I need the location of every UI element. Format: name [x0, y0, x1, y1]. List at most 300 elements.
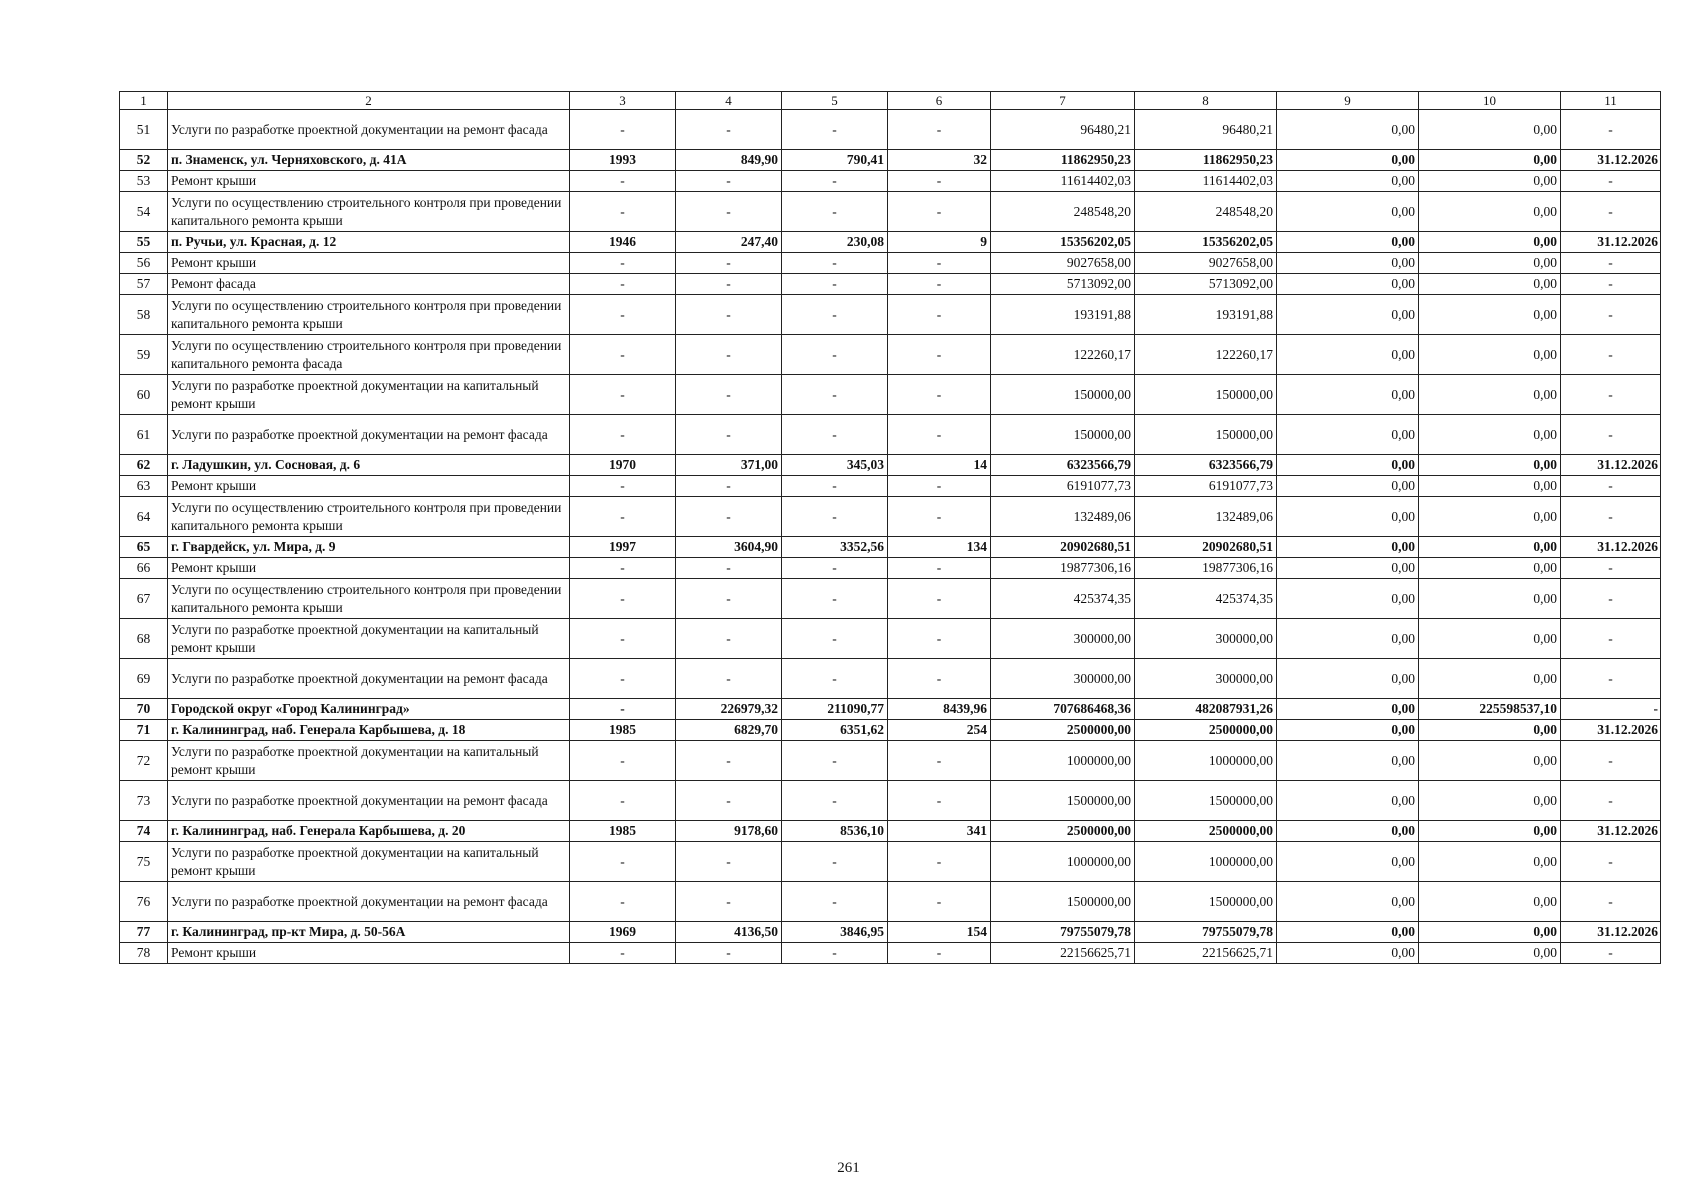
description-cell: Услуги по осуществлению строительного контроля при проведении капитального ремонта крыши	[168, 295, 570, 335]
cost-fund-cell: 122260,17	[1135, 335, 1277, 375]
deadline-cell: 31.12.2026	[1561, 455, 1661, 476]
table-row	[120, 253, 1661, 274]
cost-owners-cell: 0,00	[1419, 295, 1561, 335]
cost-fund-cell: 5713092,00	[1135, 274, 1277, 295]
header-cell-1: 1	[120, 92, 168, 110]
residents-cell: -	[888, 110, 991, 150]
cost-fund-cell: 482087931,26	[1135, 699, 1277, 720]
cost-budget-cell: 0,00	[1277, 882, 1419, 922]
cost-owners-cell: 0,00	[1419, 476, 1561, 497]
area-total-cell: -	[676, 110, 782, 150]
residents-cell: -	[888, 274, 991, 295]
cost-fund-cell: 193191,88	[1135, 295, 1277, 335]
row-number-cell: 53	[120, 171, 168, 192]
area-total-cell: -	[676, 253, 782, 274]
row-number-cell: 58	[120, 295, 168, 335]
cost-owners-cell: 0,00	[1419, 720, 1561, 741]
year-cell: -	[570, 619, 676, 659]
deadline-cell: -	[1561, 110, 1661, 150]
table-row	[120, 537, 1661, 558]
area-living-cell: -	[782, 497, 888, 537]
area-total-cell: 9178,60	[676, 821, 782, 842]
cost-fund-cell: 20902680,51	[1135, 537, 1277, 558]
residents-cell: -	[888, 192, 991, 232]
deadline-cell: 31.12.2026	[1561, 821, 1661, 842]
cost-owners-cell: 0,00	[1419, 171, 1561, 192]
table-row	[120, 659, 1661, 699]
cost-fund-cell: 248548,20	[1135, 192, 1277, 232]
residents-cell: -	[888, 295, 991, 335]
area-living-cell: 230,08	[782, 232, 888, 253]
area-living-cell: 6351,62	[782, 720, 888, 741]
table-row	[120, 192, 1661, 232]
cost-fund-cell: 22156625,71	[1135, 943, 1277, 964]
cost-budget-cell: 0,00	[1277, 335, 1419, 375]
residents-cell: -	[888, 171, 991, 192]
description-cell: Услуги по разработке проектной документации на ремонт фасада	[168, 781, 570, 821]
cost-fund-cell: 11862950,23	[1135, 150, 1277, 171]
header-row	[120, 92, 1661, 110]
cost-fund-cell: 1500000,00	[1135, 781, 1277, 821]
year-cell: -	[570, 558, 676, 579]
page-number: 261	[837, 1160, 860, 1176]
cost-owners-cell: 0,00	[1419, 659, 1561, 699]
deadline-cell: -	[1561, 192, 1661, 232]
cost-owners-cell: 0,00	[1419, 781, 1561, 821]
cost-budget-cell: 0,00	[1277, 558, 1419, 579]
cost-fund-cell: 132489,06	[1135, 497, 1277, 537]
residents-cell: -	[888, 497, 991, 537]
row-number-cell: 67	[120, 579, 168, 619]
deadline-cell: -	[1561, 579, 1661, 619]
cost-fund-cell: 11614402,03	[1135, 171, 1277, 192]
cost-total-cell: 2500000,00	[991, 720, 1135, 741]
residents-cell: -	[888, 335, 991, 375]
deadline-cell: -	[1561, 375, 1661, 415]
residents-cell: 32	[888, 150, 991, 171]
deadline-cell: -	[1561, 741, 1661, 781]
cost-budget-cell: 0,00	[1277, 741, 1419, 781]
header-cell-5: 5	[782, 92, 888, 110]
cost-fund-cell: 150000,00	[1135, 415, 1277, 455]
table-row	[120, 476, 1661, 497]
area-total-cell: 247,40	[676, 232, 782, 253]
area-total-cell: -	[676, 375, 782, 415]
description-cell: Ремонт фасада	[168, 274, 570, 295]
residents-cell: -	[888, 659, 991, 699]
cost-budget-cell: 0,00	[1277, 455, 1419, 476]
year-cell: 1985	[570, 821, 676, 842]
area-total-cell: 226979,32	[676, 699, 782, 720]
cost-total-cell: 132489,06	[991, 497, 1135, 537]
cost-budget-cell: 0,00	[1277, 943, 1419, 964]
area-total-cell: -	[676, 842, 782, 882]
cost-fund-cell: 1500000,00	[1135, 882, 1277, 922]
table-row	[120, 579, 1661, 619]
cost-budget-cell: 0,00	[1277, 476, 1419, 497]
deadline-cell: -	[1561, 274, 1661, 295]
area-total-cell: 3604,90	[676, 537, 782, 558]
year-cell: -	[570, 415, 676, 455]
year-cell: -	[570, 476, 676, 497]
year-cell: 1969	[570, 922, 676, 943]
cost-budget-cell: 0,00	[1277, 619, 1419, 659]
table-row	[120, 558, 1661, 579]
residents-cell: -	[888, 781, 991, 821]
table-row	[120, 415, 1661, 455]
table-row	[120, 497, 1661, 537]
area-total-cell: -	[676, 659, 782, 699]
area-living-cell: -	[782, 295, 888, 335]
cost-total-cell: 2500000,00	[991, 821, 1135, 842]
deadline-cell: -	[1561, 842, 1661, 882]
cost-owners-cell: 0,00	[1419, 842, 1561, 882]
deadline-cell: -	[1561, 699, 1661, 720]
row-number-cell: 77	[120, 922, 168, 943]
cost-budget-cell: 0,00	[1277, 150, 1419, 171]
cost-budget-cell: 0,00	[1277, 659, 1419, 699]
cost-total-cell: 193191,88	[991, 295, 1135, 335]
year-cell: -	[570, 295, 676, 335]
cost-total-cell: 22156625,71	[991, 943, 1135, 964]
year-cell: -	[570, 699, 676, 720]
cost-budget-cell: 0,00	[1277, 579, 1419, 619]
cost-total-cell: 300000,00	[991, 619, 1135, 659]
area-living-cell: -	[782, 375, 888, 415]
area-total-cell: -	[676, 335, 782, 375]
row-number-cell: 68	[120, 619, 168, 659]
cost-owners-cell: 0,00	[1419, 579, 1561, 619]
deadline-cell: -	[1561, 476, 1661, 497]
deadline-cell: -	[1561, 171, 1661, 192]
cost-owners-cell: 0,00	[1419, 110, 1561, 150]
residents-cell: 341	[888, 821, 991, 842]
cost-total-cell: 300000,00	[991, 659, 1135, 699]
area-total-cell: -	[676, 171, 782, 192]
deadline-cell: -	[1561, 253, 1661, 274]
residents-cell: 254	[888, 720, 991, 741]
cost-owners-cell: 0,00	[1419, 497, 1561, 537]
area-living-cell: -	[782, 558, 888, 579]
area-total-cell: -	[676, 558, 782, 579]
cost-owners-cell: 0,00	[1419, 455, 1561, 476]
cost-budget-cell: 0,00	[1277, 922, 1419, 943]
cost-budget-cell: 0,00	[1277, 497, 1419, 537]
area-living-cell: -	[782, 110, 888, 150]
description-cell: г. Калининград, пр-кт Мира, д. 50-56А	[168, 922, 570, 943]
residents-cell: -	[888, 253, 991, 274]
residents-cell: -	[888, 943, 991, 964]
cost-total-cell: 425374,35	[991, 579, 1135, 619]
cost-fund-cell: 6323566,79	[1135, 455, 1277, 476]
table-row	[120, 781, 1661, 821]
residents-cell: -	[888, 882, 991, 922]
deadline-cell: -	[1561, 335, 1661, 375]
residents-cell: -	[888, 579, 991, 619]
year-cell: -	[570, 110, 676, 150]
cost-total-cell: 1500000,00	[991, 781, 1135, 821]
year-cell: -	[570, 741, 676, 781]
area-total-cell: -	[676, 882, 782, 922]
area-total-cell: 371,00	[676, 455, 782, 476]
residents-cell: -	[888, 842, 991, 882]
cost-budget-cell: 0,00	[1277, 821, 1419, 842]
area-total-cell: -	[676, 619, 782, 659]
area-living-cell: 790,41	[782, 150, 888, 171]
cost-owners-cell: 0,00	[1419, 335, 1561, 375]
header-cell-4: 4	[676, 92, 782, 110]
header-cell-11: 11	[1561, 92, 1661, 110]
year-cell: 1993	[570, 150, 676, 171]
year-cell: -	[570, 781, 676, 821]
cost-total-cell: 150000,00	[991, 415, 1135, 455]
cost-total-cell: 96480,21	[991, 110, 1135, 150]
cost-owners-cell: 0,00	[1419, 274, 1561, 295]
residents-cell: -	[888, 476, 991, 497]
residents-cell: -	[888, 415, 991, 455]
cost-fund-cell: 150000,00	[1135, 375, 1277, 415]
cost-fund-cell: 1000000,00	[1135, 741, 1277, 781]
table-row	[120, 922, 1661, 943]
cost-owners-cell: 0,00	[1419, 232, 1561, 253]
cost-budget-cell: 0,00	[1277, 192, 1419, 232]
cost-total-cell: 15356202,05	[991, 232, 1135, 253]
year-cell: -	[570, 375, 676, 415]
description-cell: Услуги по разработке проектной документации на капитальный ремонт крыши	[168, 741, 570, 781]
cost-owners-cell: 0,00	[1419, 619, 1561, 659]
deadline-cell: 31.12.2026	[1561, 537, 1661, 558]
area-total-cell: 849,90	[676, 150, 782, 171]
description-cell: Ремонт крыши	[168, 476, 570, 497]
row-number-cell: 61	[120, 415, 168, 455]
deadline-cell: -	[1561, 619, 1661, 659]
cost-total-cell: 19877306,16	[991, 558, 1135, 579]
deadline-cell: -	[1561, 558, 1661, 579]
description-cell: Услуги по осуществлению строительного контроля при проведении капитального ремонта крыши	[168, 579, 570, 619]
row-number-cell: 64	[120, 497, 168, 537]
year-cell: -	[570, 171, 676, 192]
area-total-cell: -	[676, 476, 782, 497]
description-cell: Ремонт крыши	[168, 253, 570, 274]
year-cell: -	[570, 335, 676, 375]
table-row	[120, 720, 1661, 741]
cost-budget-cell: 0,00	[1277, 232, 1419, 253]
cost-owners-cell: 0,00	[1419, 375, 1561, 415]
area-living-cell: -	[782, 619, 888, 659]
cost-owners-cell: 0,00	[1419, 192, 1561, 232]
description-cell: п. Ручьи, ул. Красная, д. 12	[168, 232, 570, 253]
year-cell: 1985	[570, 720, 676, 741]
area-living-cell: -	[782, 741, 888, 781]
row-number-cell: 60	[120, 375, 168, 415]
description-cell: г. Калининград, наб. Генерала Карбышева, д. 18	[168, 720, 570, 741]
description-cell: г. Ладушкин, ул. Сосновая, д. 6	[168, 455, 570, 476]
table-body	[120, 92, 1661, 964]
area-living-cell: -	[782, 781, 888, 821]
area-total-cell: 4136,50	[676, 922, 782, 943]
area-living-cell: -	[782, 335, 888, 375]
deadline-cell: -	[1561, 882, 1661, 922]
cost-total-cell: 1000000,00	[991, 741, 1135, 781]
description-cell: Услуги по разработке проектной документации на капитальный ремонт крыши	[168, 619, 570, 659]
table-row	[120, 842, 1661, 882]
area-living-cell: -	[782, 192, 888, 232]
deadline-cell: -	[1561, 497, 1661, 537]
row-number-cell: 76	[120, 882, 168, 922]
cost-fund-cell: 425374,35	[1135, 579, 1277, 619]
year-cell: 1946	[570, 232, 676, 253]
description-cell: Ремонт крыши	[168, 558, 570, 579]
area-living-cell: 211090,77	[782, 699, 888, 720]
cost-owners-cell: 0,00	[1419, 741, 1561, 781]
row-number-cell: 72	[120, 741, 168, 781]
table-row	[120, 699, 1661, 720]
residents-cell: -	[888, 741, 991, 781]
description-cell: Услуги по разработке проектной документации на ремонт фасада	[168, 659, 570, 699]
area-living-cell: -	[782, 253, 888, 274]
description-cell: Услуги по осуществлению строительного контроля при проведении капитального ремонта крыши	[168, 497, 570, 537]
residents-cell: 14	[888, 455, 991, 476]
data-table	[119, 91, 1661, 964]
year-cell: -	[570, 497, 676, 537]
table-row	[120, 741, 1661, 781]
cost-total-cell: 1000000,00	[991, 842, 1135, 882]
row-number-cell: 65	[120, 537, 168, 558]
cost-budget-cell: 0,00	[1277, 253, 1419, 274]
residents-cell: 154	[888, 922, 991, 943]
area-living-cell: 3352,56	[782, 537, 888, 558]
residents-cell: 8439,96	[888, 699, 991, 720]
deadline-cell: 31.12.2026	[1561, 232, 1661, 253]
description-cell: п. Знаменск, ул. Черняховского, д. 41А	[168, 150, 570, 171]
row-number-cell: 69	[120, 659, 168, 699]
area-living-cell: -	[782, 842, 888, 882]
row-number-cell: 52	[120, 150, 168, 171]
header-cell-3: 3	[570, 92, 676, 110]
row-number-cell: 78	[120, 943, 168, 964]
cost-fund-cell: 15356202,05	[1135, 232, 1277, 253]
row-number-cell: 51	[120, 110, 168, 150]
deadline-cell: 31.12.2026	[1561, 150, 1661, 171]
year-cell: -	[570, 192, 676, 232]
header-cell-6: 6	[888, 92, 991, 110]
residents-cell: -	[888, 558, 991, 579]
year-cell: -	[570, 882, 676, 922]
description-cell: г. Гвардейск, ул. Мира, д. 9	[168, 537, 570, 558]
description-cell: Услуги по осуществлению строительного контроля при проведении капитального ремонта фасада	[168, 335, 570, 375]
cost-budget-cell: 0,00	[1277, 295, 1419, 335]
year-cell: -	[570, 659, 676, 699]
table-row	[120, 171, 1661, 192]
cost-total-cell: 5713092,00	[991, 274, 1135, 295]
cost-budget-cell: 0,00	[1277, 781, 1419, 821]
cost-total-cell: 707686468,36	[991, 699, 1135, 720]
cost-total-cell: 1500000,00	[991, 882, 1135, 922]
cost-budget-cell: 0,00	[1277, 274, 1419, 295]
area-total-cell: -	[676, 579, 782, 619]
year-cell: -	[570, 579, 676, 619]
area-total-cell: -	[676, 943, 782, 964]
area-total-cell: -	[676, 192, 782, 232]
cost-total-cell: 150000,00	[991, 375, 1135, 415]
cost-fund-cell: 9027658,00	[1135, 253, 1277, 274]
row-number-cell: 63	[120, 476, 168, 497]
deadline-cell: -	[1561, 659, 1661, 699]
description-cell: г. Калининград, наб. Генерала Карбышева, д. 20	[168, 821, 570, 842]
table-row	[120, 274, 1661, 295]
cost-total-cell: 11614402,03	[991, 171, 1135, 192]
cost-fund-cell: 300000,00	[1135, 619, 1277, 659]
cost-owners-cell: 0,00	[1419, 253, 1561, 274]
row-number-cell: 59	[120, 335, 168, 375]
cost-total-cell: 6323566,79	[991, 455, 1135, 476]
cost-budget-cell: 0,00	[1277, 110, 1419, 150]
description-cell: Услуги по разработке проектной документации на капитальный ремонт крыши	[168, 375, 570, 415]
area-living-cell: -	[782, 274, 888, 295]
description-cell: Ремонт крыши	[168, 943, 570, 964]
residents-cell: -	[888, 619, 991, 659]
cost-owners-cell: 0,00	[1419, 558, 1561, 579]
description-cell: Услуги по разработке проектной документации на капитальный ремонт крыши	[168, 842, 570, 882]
residents-cell: 9	[888, 232, 991, 253]
cost-owners-cell: 0,00	[1419, 943, 1561, 964]
cost-budget-cell: 0,00	[1277, 720, 1419, 741]
area-living-cell: -	[782, 882, 888, 922]
cost-total-cell: 122260,17	[991, 335, 1135, 375]
deadline-cell: -	[1561, 943, 1661, 964]
row-number-cell: 62	[120, 455, 168, 476]
row-number-cell: 73	[120, 781, 168, 821]
table-row	[120, 375, 1661, 415]
deadline-cell: -	[1561, 415, 1661, 455]
description-cell: Услуги по разработке проектной документации на ремонт фасада	[168, 415, 570, 455]
cost-budget-cell: 0,00	[1277, 842, 1419, 882]
cost-total-cell: 6191077,73	[991, 476, 1135, 497]
area-living-cell: -	[782, 579, 888, 619]
cost-owners-cell: 225598537,10	[1419, 699, 1561, 720]
cost-owners-cell: 0,00	[1419, 537, 1561, 558]
table-row	[120, 619, 1661, 659]
year-cell: -	[570, 842, 676, 882]
cost-fund-cell: 2500000,00	[1135, 720, 1277, 741]
cost-fund-cell: 300000,00	[1135, 659, 1277, 699]
table-row	[120, 335, 1661, 375]
table-row	[120, 295, 1661, 335]
year-cell: -	[570, 253, 676, 274]
area-total-cell: -	[676, 415, 782, 455]
header-cell-7: 7	[991, 92, 1135, 110]
area-living-cell: 3846,95	[782, 922, 888, 943]
row-number-cell: 71	[120, 720, 168, 741]
cost-budget-cell: 0,00	[1277, 375, 1419, 415]
cost-budget-cell: 0,00	[1277, 537, 1419, 558]
cost-total-cell: 11862950,23	[991, 150, 1135, 171]
deadline-cell: -	[1561, 295, 1661, 335]
row-number-cell: 74	[120, 821, 168, 842]
row-number-cell: 57	[120, 274, 168, 295]
header-cell-2: 2	[168, 92, 570, 110]
description-cell: Городской округ «Город Калининград»	[168, 699, 570, 720]
cost-total-cell: 9027658,00	[991, 253, 1135, 274]
header-cell-8: 8	[1135, 92, 1277, 110]
area-total-cell: -	[676, 274, 782, 295]
table-row	[120, 110, 1661, 150]
cost-fund-cell: 96480,21	[1135, 110, 1277, 150]
cost-owners-cell: 0,00	[1419, 882, 1561, 922]
cost-fund-cell: 1000000,00	[1135, 842, 1277, 882]
area-total-cell: 6829,70	[676, 720, 782, 741]
area-total-cell: -	[676, 781, 782, 821]
